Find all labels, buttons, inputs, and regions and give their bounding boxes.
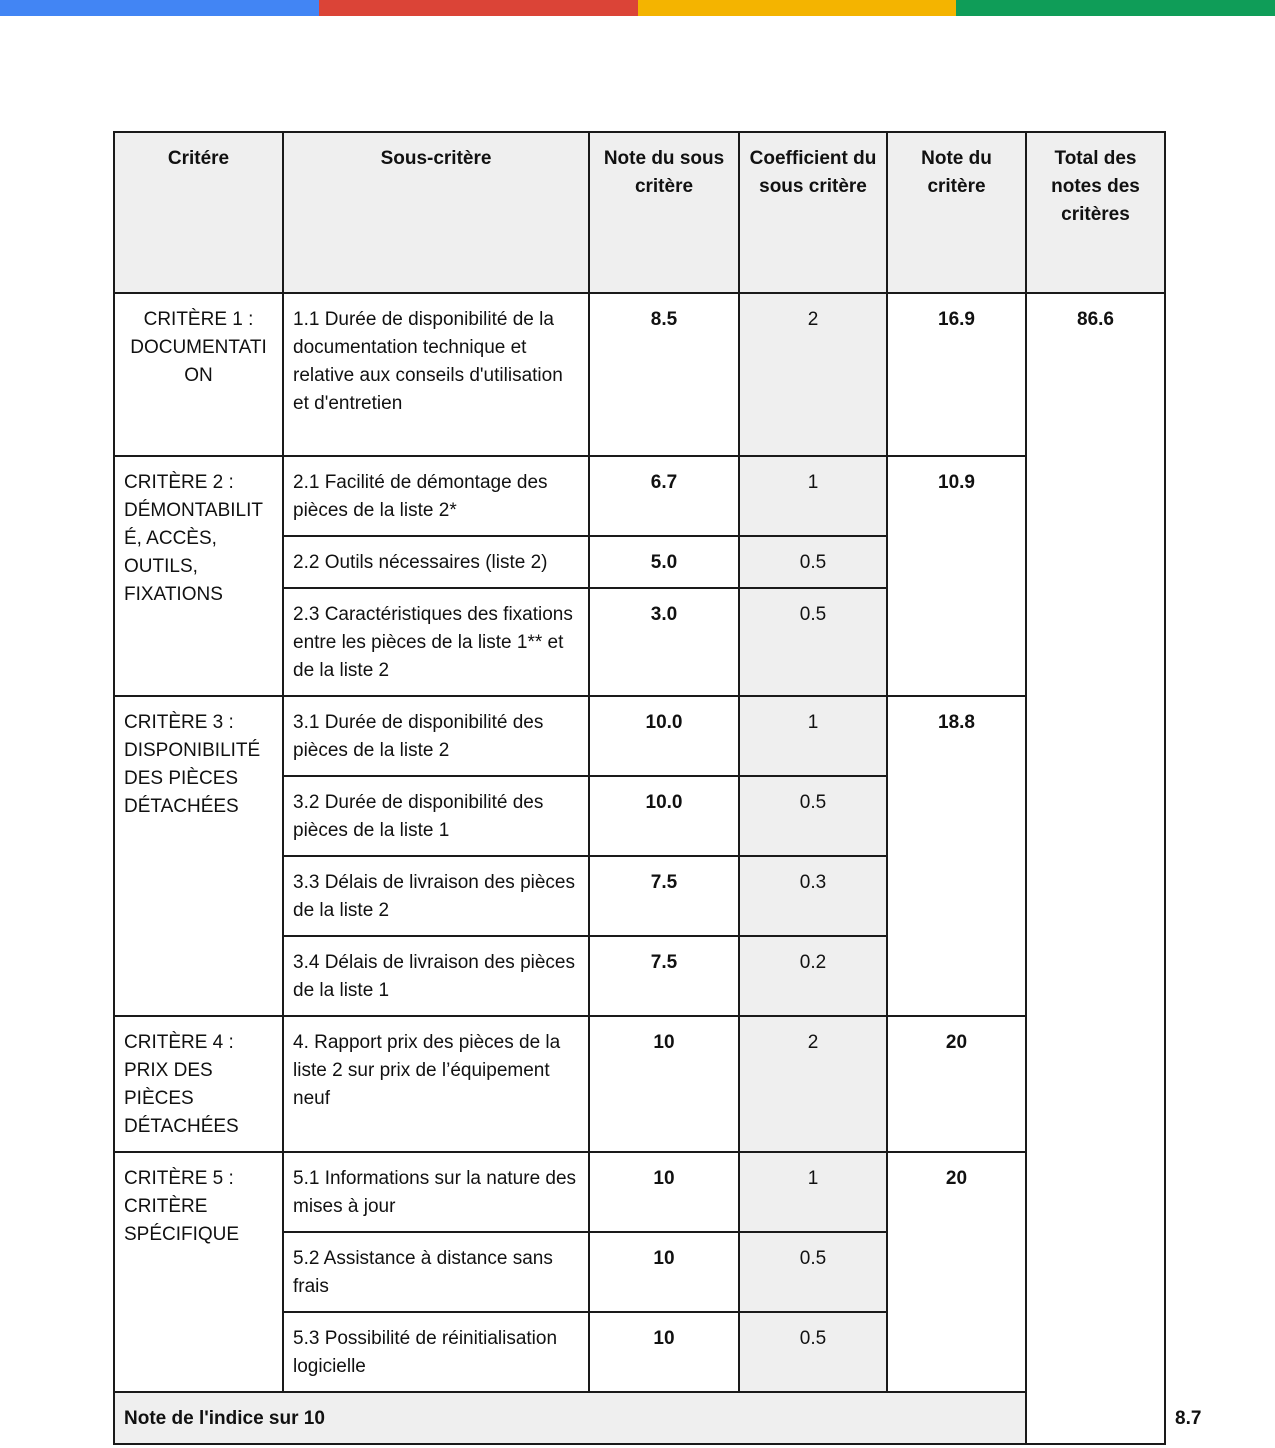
sub-criterion-coefficient: 0.5	[739, 1312, 887, 1392]
criterion-label: CRITÈRE 5 : CRITÈRE SPÉCIFIQUE	[114, 1152, 283, 1392]
table-row	[114, 456, 1165, 536]
criterion-score: 10.9	[887, 456, 1026, 696]
color-bar	[0, 0, 1275, 16]
sub-criterion-label: 5.1 Informations sur la nature des mises à jour	[283, 1152, 589, 1232]
sub-criterion-score: 10.0	[589, 696, 739, 776]
sub-criterion-score: 10.0	[589, 776, 739, 856]
sub-criterion-coefficient: 0.5	[739, 776, 887, 856]
sub-criterion-coefficient: 0.5	[739, 1232, 887, 1312]
total-score: 86.6	[1026, 293, 1165, 1444]
header-sub-score: Note du sous critère	[589, 132, 739, 293]
criterion-score: 16.9	[887, 293, 1026, 456]
table-row	[114, 1152, 1165, 1232]
sub-criterion-label: 3.3 Délais de livraison des pièces de la liste 2	[283, 856, 589, 936]
color-bar-yellow	[638, 0, 957, 16]
sub-criterion-score: 10	[589, 1312, 739, 1392]
criterion-score: 18.8	[887, 696, 1026, 1016]
color-bar-green	[956, 0, 1275, 16]
table-row	[114, 1016, 1165, 1152]
footer-row: Note de l'indice sur 10 8.7	[114, 1392, 1165, 1444]
sub-criterion-score: 6.7	[589, 456, 739, 536]
header-total: Total des notes des critères	[1026, 132, 1165, 293]
sub-criterion-coefficient: 1	[739, 456, 887, 536]
color-bar-blue	[0, 0, 319, 16]
sub-criterion-score: 10	[589, 1016, 739, 1152]
sub-criterion-score: 7.5	[589, 856, 739, 936]
criterion-label: CRITÈRE 4 : PRIX DES PIÈCES DÉTACHÉES	[114, 1016, 283, 1152]
header-criterion: Critére	[114, 132, 283, 293]
header-criterion-score: Note du critère	[887, 132, 1026, 293]
sub-criterion-score: 7.5	[589, 936, 739, 1016]
color-bar-red	[319, 0, 638, 16]
sub-criterion-label: 1.1 Durée de disponibilité de la documentation technique et relative aux conseils d'utilisation et d'entretien	[283, 293, 589, 456]
repairability-score-table	[113, 131, 1202, 1445]
sub-criterion-coefficient: 0.5	[739, 588, 887, 696]
sub-criterion-score: 5.0	[589, 536, 739, 588]
sub-criterion-label: 2.2 Outils nécessaires (liste 2)	[283, 536, 589, 588]
sub-criterion-label: 5.2 Assistance à distance sans frais	[283, 1232, 589, 1312]
sub-criterion-coefficient: 2	[739, 293, 887, 456]
sub-criterion-label: 3.2 Durée de disponibilité des pièces de la liste 1	[283, 776, 589, 856]
sub-criterion-score: 8.5	[589, 293, 739, 456]
criterion-score: 20	[887, 1152, 1026, 1392]
header-sub-criterion: Sous-critère	[283, 132, 589, 293]
index-score-label: Note de l'indice sur 10	[114, 1392, 1026, 1444]
sub-criterion-label: 3.4 Délais de livraison des pièces de la liste 1	[283, 936, 589, 1016]
sub-criterion-label: 2.3 Caractéristiques des fixations entre les pièces de la liste 1** et de la liste 2	[283, 588, 589, 696]
sub-criterion-coefficient: 0.3	[739, 856, 887, 936]
sub-criterion-label: 2.1 Facilité de démontage des pièces de la liste 2*	[283, 456, 589, 536]
criterion-score: 20	[887, 1016, 1026, 1152]
sub-criterion-coefficient: 1	[739, 696, 887, 776]
header-row	[114, 132, 1165, 293]
sub-criterion-coefficient: 1	[739, 1152, 887, 1232]
table-row	[114, 696, 1165, 776]
criterion-label: CRITÈRE 3 : DISPONIBILITÉ DES PIÈCES DÉTACHÉES	[114, 696, 283, 1016]
sub-criterion-coefficient: 0.5	[739, 536, 887, 588]
sub-criterion-score: 3.0	[589, 588, 739, 696]
sub-criterion-label: 4. Rapport prix des pièces de la liste 2 sur prix de l’équipement neuf	[283, 1016, 589, 1152]
sub-criterion-label: 3.1 Durée de disponibilité des pièces de la liste 2	[283, 696, 589, 776]
criterion-label: CRITÈRE 2 : DÉMONTABILIT É, ACCÈS, OUTILS, FIXATIONS	[114, 456, 283, 696]
criterion-label: CRITÈRE 1 : DOCUMENTATI ON	[114, 293, 283, 456]
sub-criterion-coefficient: 0.2	[739, 936, 887, 1016]
sub-criterion-score: 10	[589, 1152, 739, 1232]
sub-criterion-coefficient: 2	[739, 1016, 887, 1152]
sub-criterion-label: 5.3 Possibilité de réinitialisation logicielle	[283, 1312, 589, 1392]
table-row	[114, 293, 1165, 456]
sub-criterion-score: 10	[589, 1232, 739, 1312]
header-coefficient: Coefficient du sous critère	[739, 132, 887, 293]
